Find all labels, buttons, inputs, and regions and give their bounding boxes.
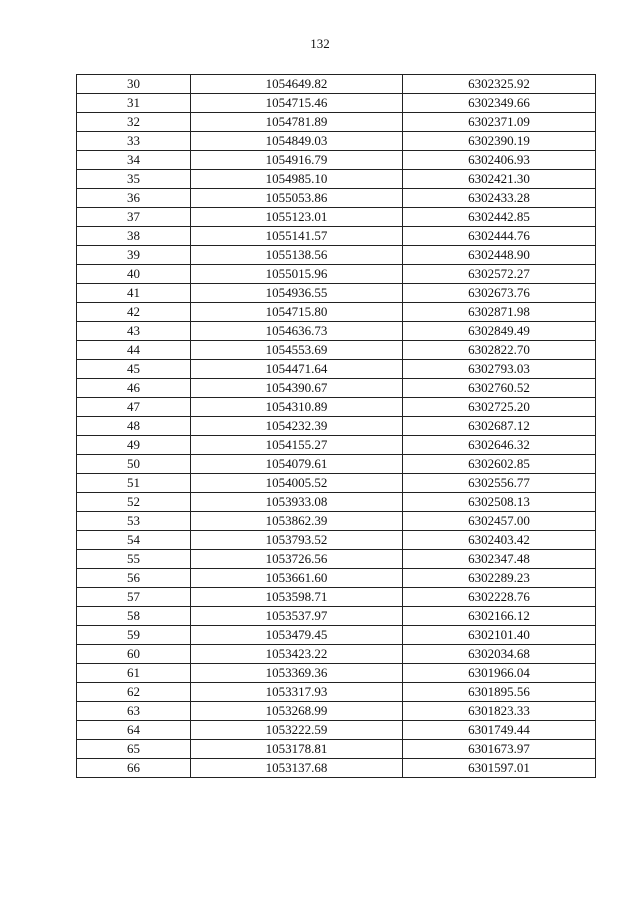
x-coordinate-cell: 1054005.52	[191, 474, 403, 493]
x-coordinate-cell: 1055138.56	[191, 246, 403, 265]
point-number-cell: 33	[77, 132, 191, 151]
y-coordinate-cell: 6301673.97	[403, 740, 596, 759]
y-coordinate-cell: 6302849.49	[403, 322, 596, 341]
y-coordinate-cell: 6302556.77	[403, 474, 596, 493]
y-coordinate-cell: 6302101.40	[403, 626, 596, 645]
x-coordinate-cell: 1053479.45	[191, 626, 403, 645]
y-coordinate-cell: 6301597.01	[403, 759, 596, 778]
x-coordinate-cell: 1054916.79	[191, 151, 403, 170]
x-coordinate-cell: 1054985.10	[191, 170, 403, 189]
table-row	[77, 170, 596, 189]
point-number-cell: 35	[77, 170, 191, 189]
point-number-cell: 43	[77, 322, 191, 341]
point-number-cell: 57	[77, 588, 191, 607]
y-coordinate-cell: 6302347.48	[403, 550, 596, 569]
point-number-cell: 45	[77, 360, 191, 379]
table-row	[77, 398, 596, 417]
table-row	[77, 645, 596, 664]
table-row	[77, 265, 596, 284]
point-number-cell: 39	[77, 246, 191, 265]
x-coordinate-cell: 1053178.81	[191, 740, 403, 759]
table-row	[77, 683, 596, 702]
y-coordinate-cell: 6302289.23	[403, 569, 596, 588]
point-number-cell: 66	[77, 759, 191, 778]
y-coordinate-cell: 6301966.04	[403, 664, 596, 683]
x-coordinate-cell: 1055141.57	[191, 227, 403, 246]
table-row	[77, 284, 596, 303]
table-row	[77, 227, 596, 246]
y-coordinate-cell: 6302406.93	[403, 151, 596, 170]
x-coordinate-cell: 1053933.08	[191, 493, 403, 512]
point-number-cell: 42	[77, 303, 191, 322]
x-coordinate-cell: 1054649.82	[191, 75, 403, 94]
table-row	[77, 550, 596, 569]
table-row	[77, 702, 596, 721]
x-coordinate-cell: 1054781.89	[191, 113, 403, 132]
table-row	[77, 246, 596, 265]
point-number-cell: 63	[77, 702, 191, 721]
x-coordinate-cell: 1053222.59	[191, 721, 403, 740]
y-coordinate-cell: 6302166.12	[403, 607, 596, 626]
table-row	[77, 341, 596, 360]
y-coordinate-cell: 6302572.27	[403, 265, 596, 284]
point-number-cell: 58	[77, 607, 191, 626]
x-coordinate-cell: 1053369.36	[191, 664, 403, 683]
point-number-cell: 31	[77, 94, 191, 113]
y-coordinate-cell: 6301749.44	[403, 721, 596, 740]
y-coordinate-cell: 6302760.52	[403, 379, 596, 398]
point-number-cell: 53	[77, 512, 191, 531]
table-row	[77, 474, 596, 493]
x-coordinate-cell: 1054553.69	[191, 341, 403, 360]
x-coordinate-cell: 1053661.60	[191, 569, 403, 588]
point-number-cell: 61	[77, 664, 191, 683]
x-coordinate-cell: 1053137.68	[191, 759, 403, 778]
table-row	[77, 151, 596, 170]
x-coordinate-cell: 1053862.39	[191, 512, 403, 531]
point-number-cell: 59	[77, 626, 191, 645]
x-coordinate-cell: 1053793.52	[191, 531, 403, 550]
y-coordinate-cell: 6302034.68	[403, 645, 596, 664]
y-coordinate-cell: 6302228.76	[403, 588, 596, 607]
table-row	[77, 417, 596, 436]
x-coordinate-cell: 1053537.97	[191, 607, 403, 626]
x-coordinate-cell: 1053423.22	[191, 645, 403, 664]
point-number-cell: 34	[77, 151, 191, 170]
table-row	[77, 721, 596, 740]
point-number-cell: 54	[77, 531, 191, 550]
point-number-cell: 40	[77, 265, 191, 284]
x-coordinate-cell: 1054390.67	[191, 379, 403, 398]
x-coordinate-cell: 1055123.01	[191, 208, 403, 227]
y-coordinate-cell: 6302793.03	[403, 360, 596, 379]
point-number-cell: 56	[77, 569, 191, 588]
x-coordinate-cell: 1054155.27	[191, 436, 403, 455]
point-number-cell: 64	[77, 721, 191, 740]
x-coordinate-cell: 1055053.86	[191, 189, 403, 208]
point-number-cell: 49	[77, 436, 191, 455]
table-row	[77, 75, 596, 94]
x-coordinate-cell: 1053317.93	[191, 683, 403, 702]
table-row	[77, 740, 596, 759]
point-number-cell: 44	[77, 341, 191, 360]
table-row	[77, 436, 596, 455]
point-number-cell: 48	[77, 417, 191, 436]
table-row	[77, 493, 596, 512]
point-number-cell: 65	[77, 740, 191, 759]
point-number-cell: 52	[77, 493, 191, 512]
y-coordinate-cell: 6302822.70	[403, 341, 596, 360]
table-row	[77, 360, 596, 379]
y-coordinate-cell: 6301895.56	[403, 683, 596, 702]
coordinates-table-body	[77, 75, 596, 778]
y-coordinate-cell: 6302725.20	[403, 398, 596, 417]
x-coordinate-cell: 1054232.39	[191, 417, 403, 436]
table-row	[77, 113, 596, 132]
point-number-cell: 62	[77, 683, 191, 702]
point-number-cell: 46	[77, 379, 191, 398]
table-row	[77, 303, 596, 322]
y-coordinate-cell: 6302871.98	[403, 303, 596, 322]
x-coordinate-cell: 1054849.03	[191, 132, 403, 151]
x-coordinate-cell: 1053598.71	[191, 588, 403, 607]
point-number-cell: 50	[77, 455, 191, 474]
x-coordinate-cell: 1054636.73	[191, 322, 403, 341]
table-row	[77, 189, 596, 208]
y-coordinate-cell: 6302433.28	[403, 189, 596, 208]
table-row	[77, 569, 596, 588]
table-row	[77, 322, 596, 341]
point-number-cell: 41	[77, 284, 191, 303]
table-row	[77, 607, 596, 626]
x-coordinate-cell: 1055015.96	[191, 265, 403, 284]
x-coordinate-cell: 1054936.55	[191, 284, 403, 303]
page-number: 132	[310, 36, 330, 51]
table-row	[77, 626, 596, 645]
coordinates-table	[76, 74, 596, 778]
point-number-cell: 51	[77, 474, 191, 493]
x-coordinate-cell: 1054310.89	[191, 398, 403, 417]
point-number-cell: 47	[77, 398, 191, 417]
table-row	[77, 759, 596, 778]
point-number-cell: 38	[77, 227, 191, 246]
table-row	[77, 455, 596, 474]
x-coordinate-cell: 1054471.64	[191, 360, 403, 379]
point-number-cell: 55	[77, 550, 191, 569]
x-coordinate-cell: 1054715.46	[191, 94, 403, 113]
y-coordinate-cell: 6302457.00	[403, 512, 596, 531]
point-number-cell: 37	[77, 208, 191, 227]
point-number-cell: 32	[77, 113, 191, 132]
table-row	[77, 664, 596, 683]
x-coordinate-cell: 1053726.56	[191, 550, 403, 569]
point-number-cell: 60	[77, 645, 191, 664]
x-coordinate-cell: 1054079.61	[191, 455, 403, 474]
x-coordinate-cell: 1054715.80	[191, 303, 403, 322]
table-row	[77, 379, 596, 398]
y-coordinate-cell: 6301823.33	[403, 702, 596, 721]
table-row	[77, 132, 596, 151]
y-coordinate-cell: 6302448.90	[403, 246, 596, 265]
table-row	[77, 512, 596, 531]
y-coordinate-cell: 6302325.92	[403, 75, 596, 94]
y-coordinate-cell: 6302602.85	[403, 455, 596, 474]
point-number-cell: 36	[77, 189, 191, 208]
y-coordinate-cell: 6302421.30	[403, 170, 596, 189]
y-coordinate-cell: 6302349.66	[403, 94, 596, 113]
y-coordinate-cell: 6302390.19	[403, 132, 596, 151]
point-number-cell: 30	[77, 75, 191, 94]
table-row	[77, 94, 596, 113]
table-row	[77, 588, 596, 607]
table-row	[77, 531, 596, 550]
y-coordinate-cell: 6302673.76	[403, 284, 596, 303]
y-coordinate-cell: 6302403.42	[403, 531, 596, 550]
y-coordinate-cell: 6302442.85	[403, 208, 596, 227]
y-coordinate-cell: 6302508.13	[403, 493, 596, 512]
y-coordinate-cell: 6302444.76	[403, 227, 596, 246]
y-coordinate-cell: 6302371.09	[403, 113, 596, 132]
x-coordinate-cell: 1053268.99	[191, 702, 403, 721]
y-coordinate-cell: 6302646.32	[403, 436, 596, 455]
y-coordinate-cell: 6302687.12	[403, 417, 596, 436]
table-row	[77, 208, 596, 227]
